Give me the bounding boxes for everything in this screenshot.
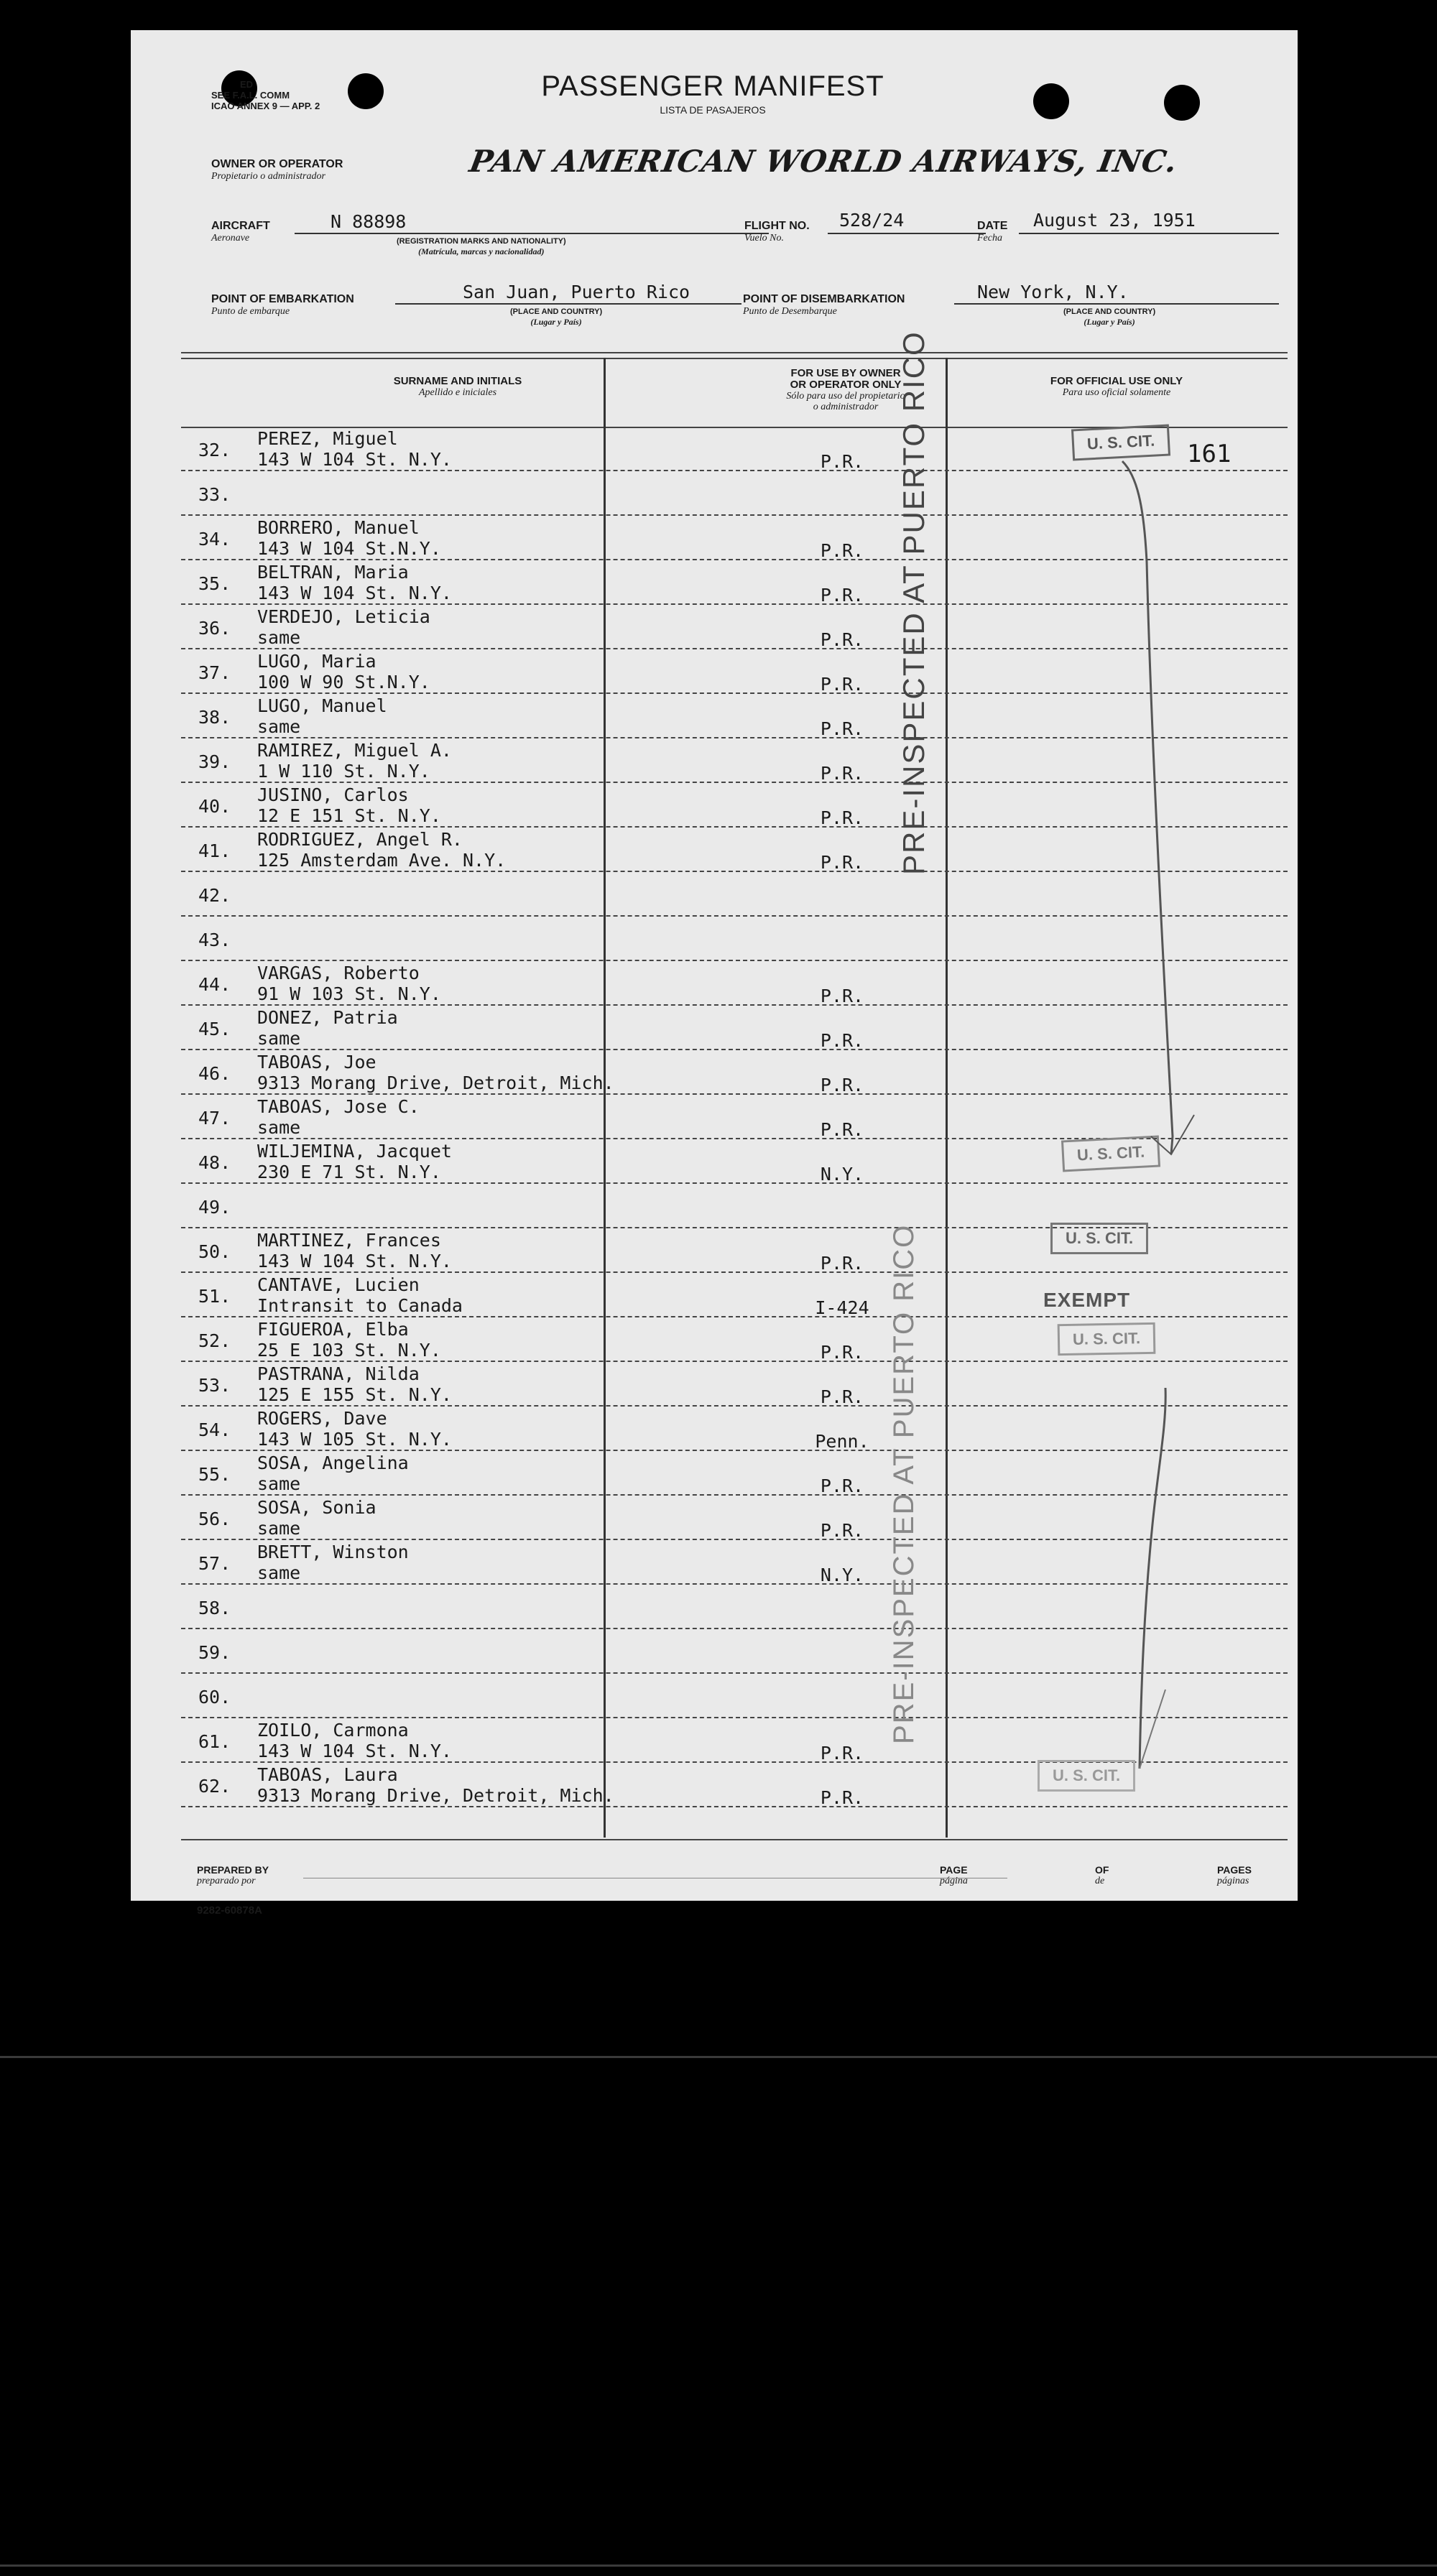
passenger-address: same [257,716,301,737]
owner-use-entry: N.Y. [820,1164,864,1185]
embarkation-note: (PLACE AND COUNTRY) (Lugar y País) [510,307,603,327]
passenger-name: VARGAS, Roberto [257,963,420,983]
table-top-rule [181,352,1288,353]
owner-use-entry: P.R. [820,1787,864,1808]
passenger-address: 143 W 104 St. N.Y. [257,1251,452,1271]
owner-use-entry: P.R. [820,585,864,606]
punch-hole [1164,85,1200,121]
owner-use-entry: P.R. [820,1030,864,1051]
passenger-address: 143 W 105 St. N.Y. [257,1429,452,1450]
passenger-name: LUGO, Maria [257,651,376,672]
row-number: 48. [198,1152,231,1173]
row-number: 33. [198,484,231,505]
row-number: 34. [198,529,231,550]
punch-hole [348,73,384,109]
disembarkation-note: (PLACE AND COUNTRY) (Lugar y País) [1063,307,1156,327]
owner-use-entry: P.R. [820,1743,864,1764]
passenger-name: TABOAS, Jose C. [257,1096,420,1117]
row-rule [181,1806,1288,1807]
disembarkation-label-group: POINT OF DISEMBARKATION Punto de Desembarque [743,293,905,317]
passenger-name: PEREZ, Miguel [257,428,398,449]
passenger-name: TABOAS, Laura [257,1764,398,1785]
us-citizen-stamp: U. S. CIT. [1050,1223,1148,1254]
owner-use-entry: P.R. [820,629,864,650]
passenger-name: DONEZ, Patria [257,1007,398,1028]
punch-hole [1033,83,1069,119]
passenger-name: RODRIGUEZ, Angel R. [257,829,463,850]
page-title: PASSENGER MANIFEST [541,70,884,102]
row-number: 41. [198,840,231,861]
passenger-count: 161 [1187,440,1232,468]
owner-use-entry: P.R. [820,1119,864,1140]
row-number: 62. [198,1776,231,1797]
passenger-name: CANTAVE, Lucien [257,1274,420,1295]
passenger-address: 230 E 71 St. N.Y. [257,1162,441,1182]
us-citizen-stamp: U. S. CIT. [1058,1322,1156,1356]
passenger-address: same [257,1518,301,1539]
form-reference: ED SEE F.A.L. COMM ICAO ANNEX 9 — APP. 2 [211,79,320,111]
passenger-address: same [257,627,301,648]
passenger-address: same [257,1473,301,1494]
embarkation-value: San Juan, Puerto Rico [463,282,690,302]
table-bottom-rule [181,1839,1288,1840]
aircraft-label-group: AIRCRAFT Aeronave [211,220,270,244]
passenger-name: BRETT, Winston [257,1542,409,1562]
date-value: August 23, 1951 [1033,210,1196,231]
passenger-address: 9313 Morang Drive, Detroit, Mich. [257,1785,614,1806]
row-number: 37. [198,662,231,683]
owner-use-entry: P.R. [820,451,864,472]
row-number: 52. [198,1330,231,1351]
passenger-name: SOSA, Sonia [257,1497,376,1518]
passenger-address: 125 E 155 St. N.Y. [257,1384,452,1405]
owner-use-entry: P.R. [820,540,864,561]
row-number: 49. [198,1197,231,1218]
passenger-name: WILJEMINA, Jacquet [257,1141,452,1162]
embarkation-label-group: POINT OF EMBARKATION Punto de embarque [211,293,354,317]
pen-bracket-line [1086,1381,1201,1783]
row-number: 40. [198,796,231,817]
manifest-page [131,30,1298,1917]
scan-line [0,2056,1437,2058]
passenger-address: Intransit to Canada [257,1295,463,1316]
row-number: 32. [198,440,231,460]
flight-value: 528/24 [839,210,905,231]
owner-use-entry: P.R. [820,674,864,695]
page-label: PAGE página [940,1864,968,1886]
passenger-address: same [257,1562,301,1583]
owner-label-group: OWNER OR OPERATOR Propietario o administrador [211,158,343,182]
passenger-name: MARTINEZ, Frances [257,1230,441,1251]
row-number: 60. [198,1687,231,1708]
passenger-name: PASTRANA, Nilda [257,1363,420,1384]
row-number: 42. [198,885,231,906]
pre-inspected-stamp: PRE-INSPECTED AT PUERTO RICO [888,1223,920,1744]
row-number: 46. [198,1063,231,1084]
exempt-stamp: EXEMPT [1043,1289,1131,1311]
row-number: 55. [198,1464,231,1485]
us-citizen-stamp: U. S. CIT. [1061,1135,1160,1172]
owner-use-entry: P.R. [820,718,864,739]
embarkation-underline [395,303,741,305]
passenger-address: 125 Amsterdam Ave. N.Y. [257,850,507,871]
owner-value: PAN AMERICAN WORLD AIRWAYS, INC. [466,144,1180,179]
us-citizen-stamp: U. S. CIT. [1071,424,1170,460]
disembarkation-underline [954,303,1279,305]
row-number: 50. [198,1241,231,1262]
owner-use-entry: P.R. [820,807,864,828]
passenger-address: 25 E 103 St. N.Y. [257,1340,441,1361]
flight-label-group: FLIGHT NO. Vuelo No. [744,220,810,244]
aircraft-note: (REGISTRATION MARKS AND NATIONALITY) (Matrícula, marcas y nacionalidad) [397,237,566,256]
row-number: 44. [198,974,231,995]
owner-use-entry: P.R. [820,1475,864,1496]
owner-use-entry: P.R. [820,1386,864,1407]
passenger-address: 100 W 90 St.N.Y. [257,672,430,692]
row-number: 61. [198,1731,231,1752]
owner-use-entry: P.R. [820,852,864,873]
owner-use-entry: Penn. [815,1431,869,1452]
pages-label: PAGES páginas [1217,1864,1252,1886]
row-number: 35. [198,573,231,594]
owner-use-entry: P.R. [820,1342,864,1363]
owner-use-entry: N.Y. [820,1565,864,1585]
passenger-address: 143 W 104 St. N.Y. [257,449,452,470]
row-number: 53. [198,1375,231,1396]
row-number: 45. [198,1019,231,1039]
row-number: 59. [198,1642,231,1663]
row-number: 43. [198,930,231,950]
passenger-name: LUGO, Manuel [257,695,387,716]
column-header-official: FOR OFFICIAL USE ONLY Para uso oficial solamente [1050,375,1183,398]
form-number: 9282-60878A [197,1904,262,1917]
passenger-name: JUSINO, Carlos [257,784,409,805]
flight-underline [828,233,986,234]
us-citizen-stamp: U. S. CIT. [1038,1760,1135,1792]
passenger-name: BELTRAN, Maria [257,562,409,583]
passenger-name: SOSA, Angelina [257,1453,409,1473]
passenger-name: ZOILO, Carmona [257,1720,409,1741]
passenger-address: same [257,1028,301,1049]
passenger-address: 1 W 110 St. N.Y. [257,761,430,782]
passenger-address: 143 W 104 St.N.Y. [257,538,441,559]
row-number: 47. [198,1108,231,1129]
owner-use-entry: P.R. [820,1520,864,1541]
row-number: 36. [198,618,231,639]
aircraft-value: N 88898 [331,211,407,232]
passenger-name: RAMIREZ, Miguel A. [257,740,452,761]
row-number: 56. [198,1509,231,1529]
date-underline [1019,233,1279,234]
passenger-address: 143 W 104 St. N.Y. [257,1741,452,1761]
passenger-address: same [257,1117,301,1138]
date-label-group: DATE Fecha [977,220,1008,244]
column-header-owner: FOR USE BY OWNER OR OPERATOR ONLY Sólo para uso del propietario o administrador [786,367,905,412]
row-number: 54. [198,1419,231,1440]
pre-inspected-stamp: PRE-INSPECTED AT PUERTO RICO [897,330,930,875]
passenger-address: 9313 Morang Drive, Detroit, Mich. [257,1072,614,1093]
aircraft-underline [295,233,769,234]
passenger-address: 12 E 151 St. N.Y. [257,805,441,826]
pen-bracket-line [1094,447,1209,1194]
row-number: 38. [198,707,231,728]
row-number: 51. [198,1286,231,1307]
row-number: 39. [198,751,231,772]
passenger-name: TABOAS, Joe [257,1052,376,1072]
owner-use-entry: P.R. [820,986,864,1006]
owner-use-entry: I-424 [815,1297,869,1318]
passenger-name: BORRERO, Manuel [257,517,420,538]
owner-use-entry: P.R. [820,1075,864,1095]
passenger-name: VERDEJO, Leticia [257,606,430,627]
disembarkation-value: New York, N.Y. [977,282,1129,302]
table-top-rule [181,358,1288,359]
row-number: 57. [198,1553,231,1574]
column-header-name: SURNAME AND INITIALS Apellido e iniciales [393,375,522,398]
scan-line [0,2565,1437,2567]
passenger-name: FIGUEROA, Elba [257,1319,409,1340]
page-title-es: LISTA DE PASAJEROS [660,104,766,116]
passenger-address: 91 W 103 St. N.Y. [257,983,441,1004]
passenger-address: 143 W 104 St. N.Y. [257,583,452,603]
owner-use-entry: P.R. [820,763,864,784]
prepared-by-label: PREPARED BY preparado por [197,1864,269,1886]
owner-use-entry: P.R. [820,1253,864,1274]
passenger-name: ROGERS, Dave [257,1408,387,1429]
of-label: OF de [1095,1864,1109,1886]
row-number: 58. [198,1598,231,1618]
